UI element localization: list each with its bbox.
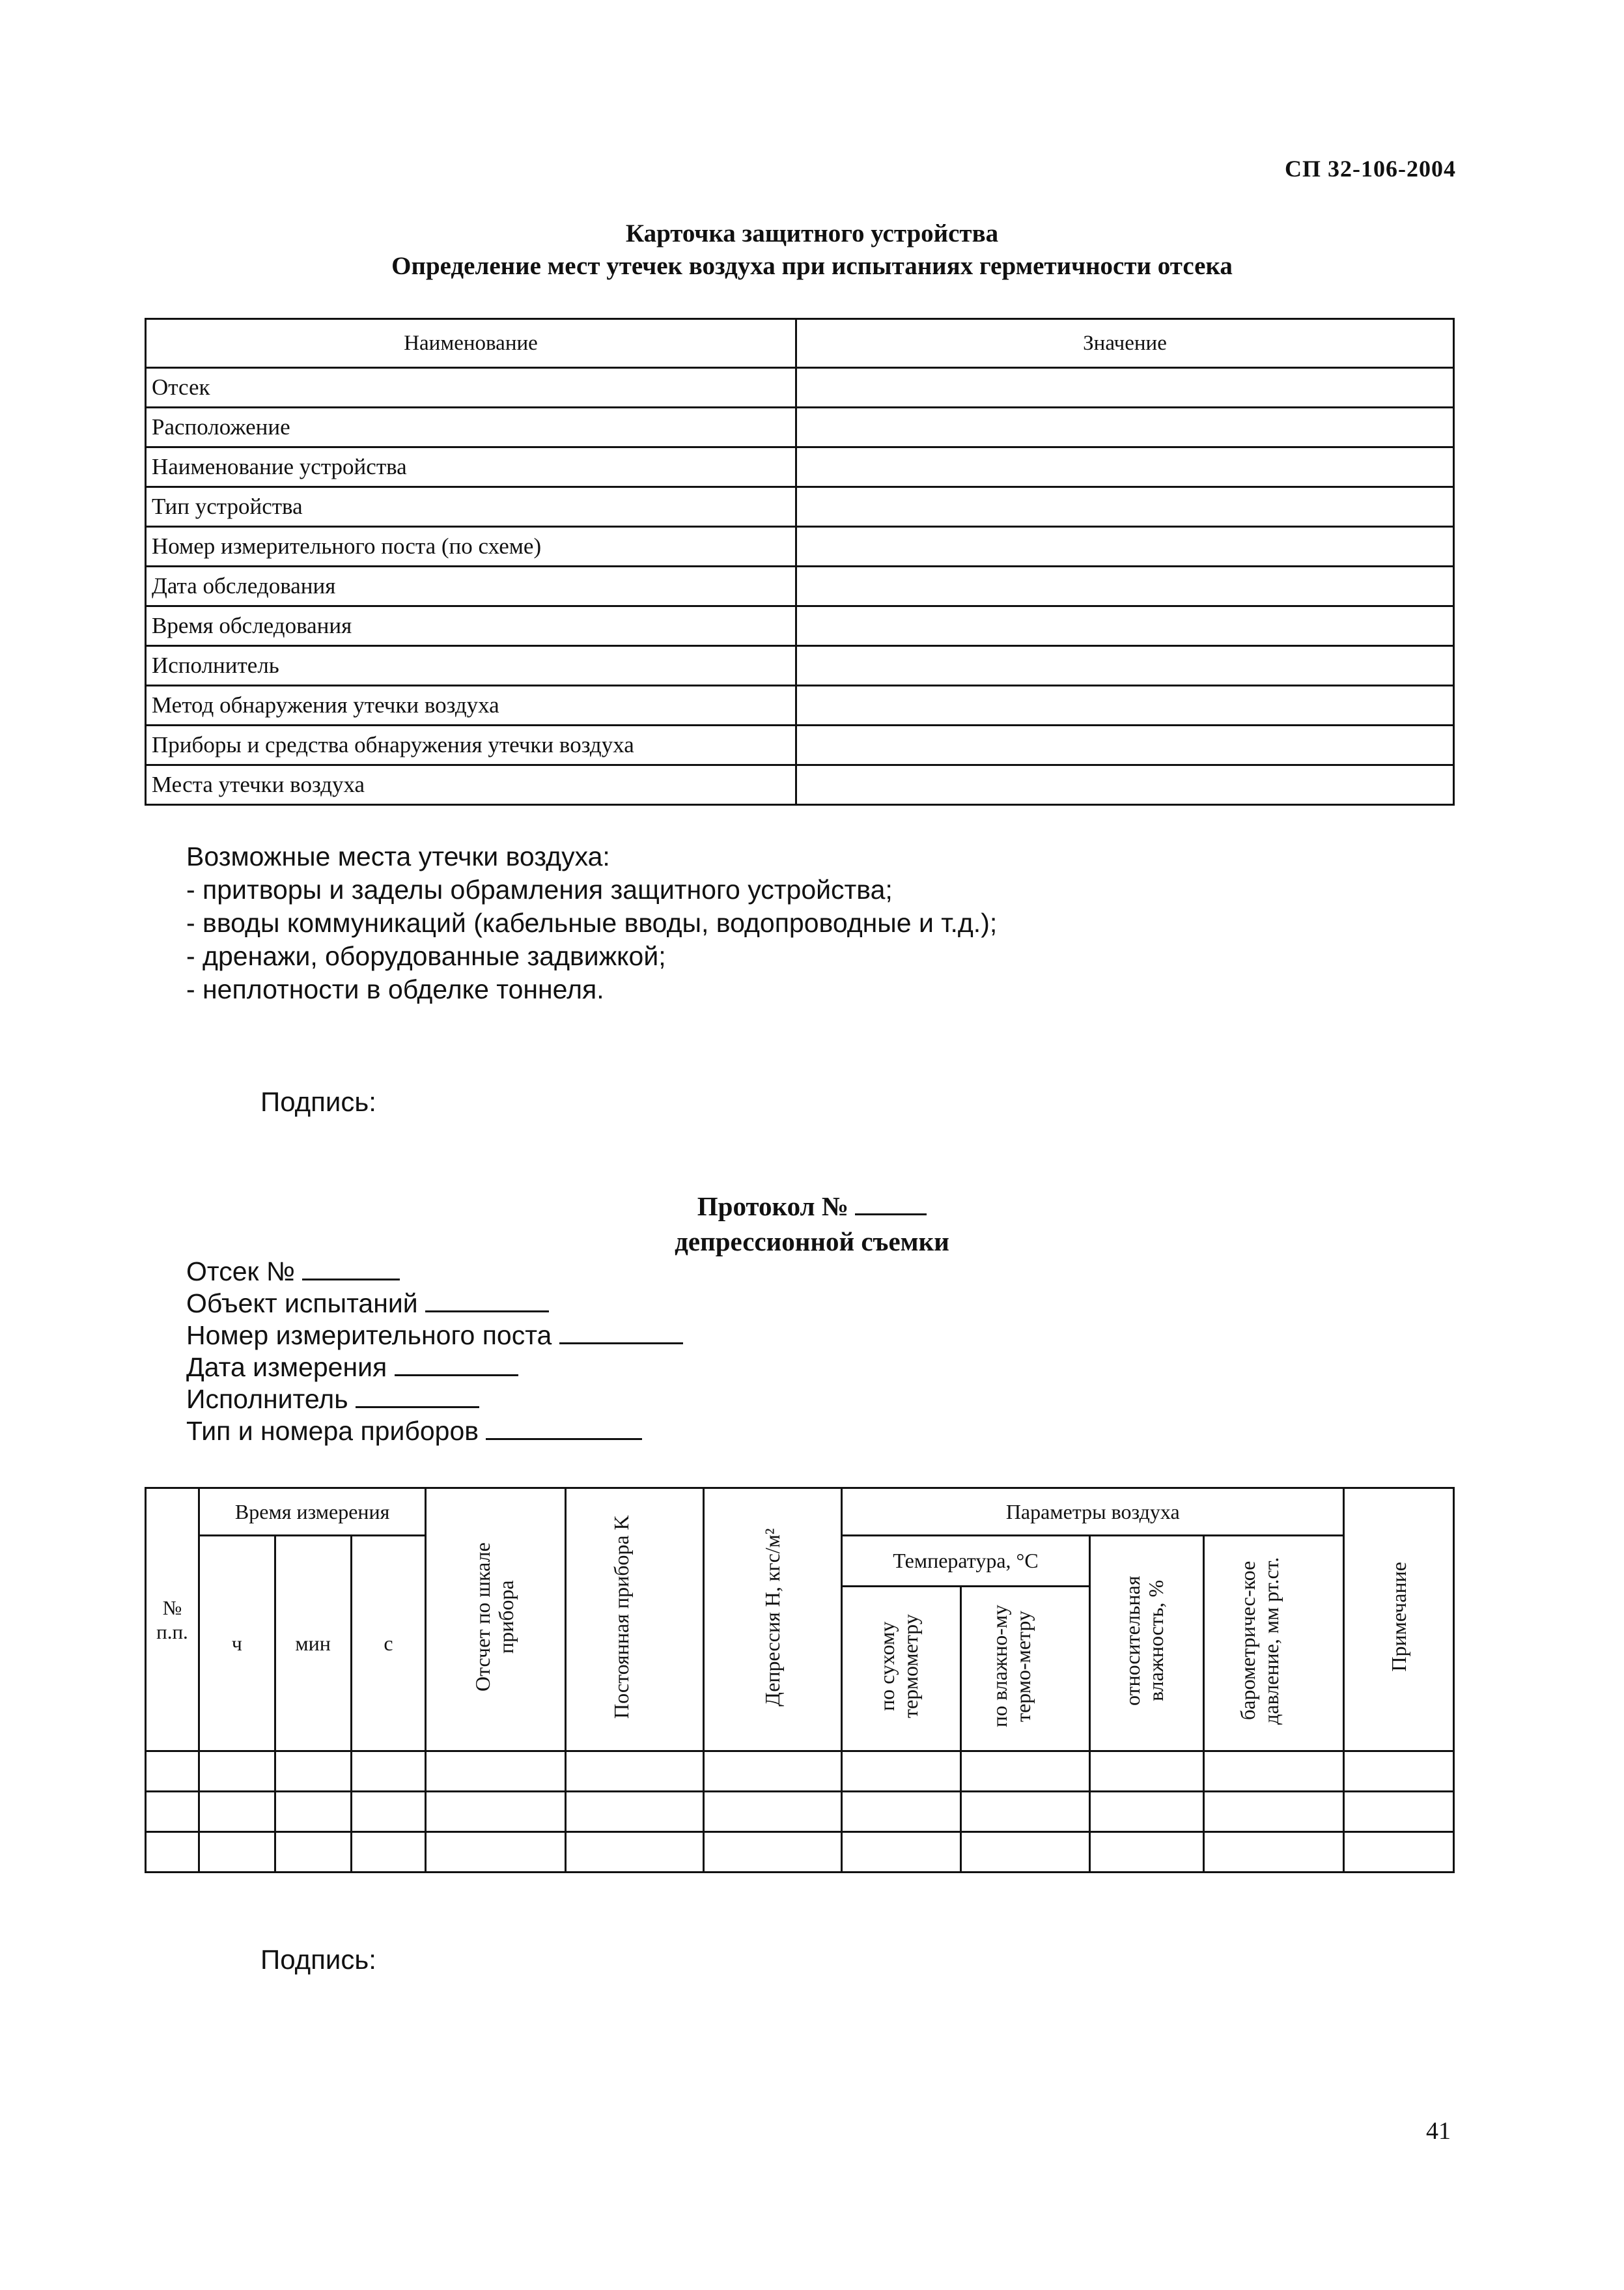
col-hour: ч	[199, 1536, 275, 1751]
leak-list	[186, 840, 997, 1006]
protocol-title-text: Протокол №	[697, 1191, 848, 1221]
col-dry: по сухому термометру	[842, 1587, 961, 1751]
col-note: Примечание	[1344, 1488, 1454, 1751]
card-table	[145, 318, 1455, 806]
card-title: Карточка защитного устройства	[625, 219, 999, 247]
card-row-label: Тип устройства	[146, 487, 796, 527]
devices-blank[interactable]	[486, 1417, 642, 1440]
card-subtitle: Определение мест утечек воздуха при испытаниях герметичности отсека	[391, 252, 1233, 280]
card-row-value[interactable]	[796, 567, 1454, 606]
field-post: Номер измерительного поста	[186, 1320, 552, 1350]
protocol-table	[145, 1487, 1455, 1873]
card-row-label: Время обследования	[146, 606, 796, 646]
card-row-value[interactable]	[796, 686, 1454, 726]
field-devices: Тип и номера приборов	[186, 1416, 479, 1446]
leak-list-item: - вводы коммуникаций (кабельные вводы, водопроводные и т.д.);	[186, 908, 998, 938]
card-row-label: Номер измерительного поста (по схеме)	[146, 527, 796, 567]
col-time: Время измерения	[199, 1488, 425, 1536]
compartment-blank[interactable]	[302, 1258, 400, 1280]
page-number: 41	[1426, 2117, 1451, 2145]
field-date: Дата измерения	[186, 1352, 387, 1382]
leak-list-item: - неплотности в обделке тоннеля.	[186, 974, 604, 1004]
card-row-label: Метод обнаружения утечки воздуха	[146, 686, 796, 726]
col-air-params: Параметры воздуха	[842, 1488, 1344, 1536]
table-row[interactable]	[146, 1792, 1454, 1832]
col-min: мин	[275, 1536, 351, 1751]
card-row-label: Расположение	[146, 408, 796, 447]
card-header-value: Значение	[796, 319, 1454, 368]
table-row[interactable]	[146, 1832, 1454, 1873]
card-row-value[interactable]	[796, 527, 1454, 567]
protocol-number-blank[interactable]	[855, 1193, 927, 1215]
field-executor: Исполнитель	[186, 1384, 348, 1414]
card-row-label: Места утечки воздуха	[146, 765, 796, 805]
card-row-label: Наименование устройства	[146, 447, 796, 487]
card-row-value[interactable]	[796, 368, 1454, 408]
col-depression: Депрессия H, кгс/м²	[703, 1488, 842, 1751]
col-humidity: относительная влажность, %	[1089, 1536, 1203, 1751]
protocol-title	[0, 1189, 1624, 1223]
col-wet: по влажно-му термо-метру	[960, 1587, 1089, 1751]
card-row-value[interactable]	[796, 447, 1454, 487]
card-row-value[interactable]	[796, 765, 1454, 805]
leak-list-item: - дренажи, оборудованные задвижкой;	[186, 941, 666, 971]
object-blank[interactable]	[425, 1290, 549, 1312]
col-reading: Отсчет по шкале прибора	[426, 1488, 566, 1751]
leak-list-item: - притворы и заделы обрамления защитного устройства;	[186, 875, 893, 905]
executor-blank[interactable]	[356, 1385, 479, 1408]
card-row-value[interactable]	[796, 487, 1454, 527]
col-temperature: Температура, °С	[842, 1536, 1090, 1587]
document-code: СП 32-106-2004	[1285, 156, 1456, 182]
field-compartment: Отсек №	[186, 1256, 295, 1286]
card-row-value[interactable]	[796, 646, 1454, 686]
col-sec: с	[351, 1536, 426, 1751]
col-constant: Постоянная прибора K	[566, 1488, 704, 1751]
protocol-fields	[186, 1256, 683, 1447]
card-header-name: Наименование	[146, 319, 796, 368]
signature-label: Подпись:	[260, 1086, 376, 1117]
card-row-value[interactable]	[796, 606, 1454, 646]
field-object: Объект испытаний	[186, 1288, 418, 1318]
card-row-value[interactable]	[796, 726, 1454, 765]
table-row[interactable]	[146, 1751, 1454, 1792]
protocol-subtitle: депрессионной съемки	[675, 1226, 949, 1256]
signature-label: Подпись:	[260, 1944, 376, 1975]
date-blank[interactable]	[395, 1353, 518, 1376]
card-row-label: Исполнитель	[146, 646, 796, 686]
leak-list-heading: Возможные места утечки воздуха:	[186, 841, 610, 871]
col-num: № п.п.	[146, 1488, 199, 1751]
post-blank[interactable]	[559, 1322, 683, 1344]
card-row-label: Дата обследования	[146, 567, 796, 606]
card-row-label: Отсек	[146, 368, 796, 408]
card-row-label: Приборы и средства обнаружения утечки воздуха	[146, 726, 796, 765]
card-row-value[interactable]	[796, 408, 1454, 447]
col-pressure: барометричес-кое давление, мм рт.ст.	[1203, 1536, 1344, 1751]
